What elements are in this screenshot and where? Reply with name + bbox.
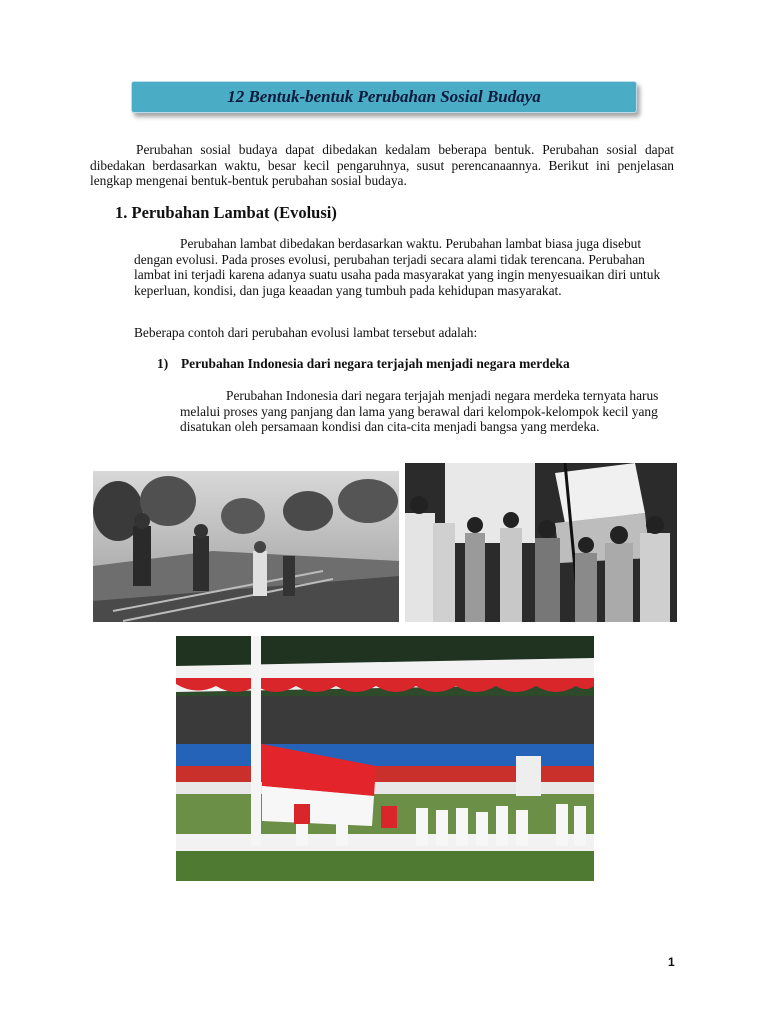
page-title: 12 Bentuk-bentuk Perubahan Sosial Budaya [227, 87, 541, 106]
subsection-paragraph: Perubahan Indonesia dari negara terjajah menjadi negara merdeka ternyata harus melalui proses yang panjang dan lama yang berawal dari kelompok-kelompok kecil yang disatukan oleh persamaan kondisi dan cita-cita menjadi bangsa yang merdeka. [180, 388, 659, 434]
section-paragraph: Perubahan lambat dibedakan berdasarkan waktu. Perubahan lambat biasa juga disebut dengan evolusi. Pada proses evolusi, perubahan terjadi secara alami tidak terencana. Perubahan lambat ini terjadi karena adanya suatu usaha pada masyarakat yang ingin menyesuaikan diri untuk keperluan, kondisi, dan juga keaadan yang tumbuh pada kehidupan masyarakat. [134, 236, 661, 298]
intro-paragraph: Perubahan sosial budaya dapat dibedakan kedalam beberapa bentuk. Perubahan sosial dapat dibedakan berdasarkan waktu, besar kecil pengaruhnya, susut perencanaannya. Berikut ini penjelasan lengkap mengenai bentuk-bentuk perubahan sosial budaya. [90, 142, 674, 188]
page-number: 1 [668, 955, 675, 969]
flag-ceremony-photo [176, 636, 594, 881]
subsection-number: 1) [157, 356, 169, 371]
title-banner [131, 81, 637, 113]
subsection-title: Perubahan Indonesia dari negara terjajah menjadi negara merdeka [181, 356, 570, 371]
colonial-workers-photo [93, 471, 399, 622]
subsection-heading [157, 356, 570, 372]
examples-intro: Beberapa contoh dari perubahan evolusi lambat tersebut adalah: [134, 325, 478, 340]
section-heading: 1. Perubahan Lambat (Evolusi) [115, 203, 337, 222]
proclamation-photo [405, 463, 677, 622]
